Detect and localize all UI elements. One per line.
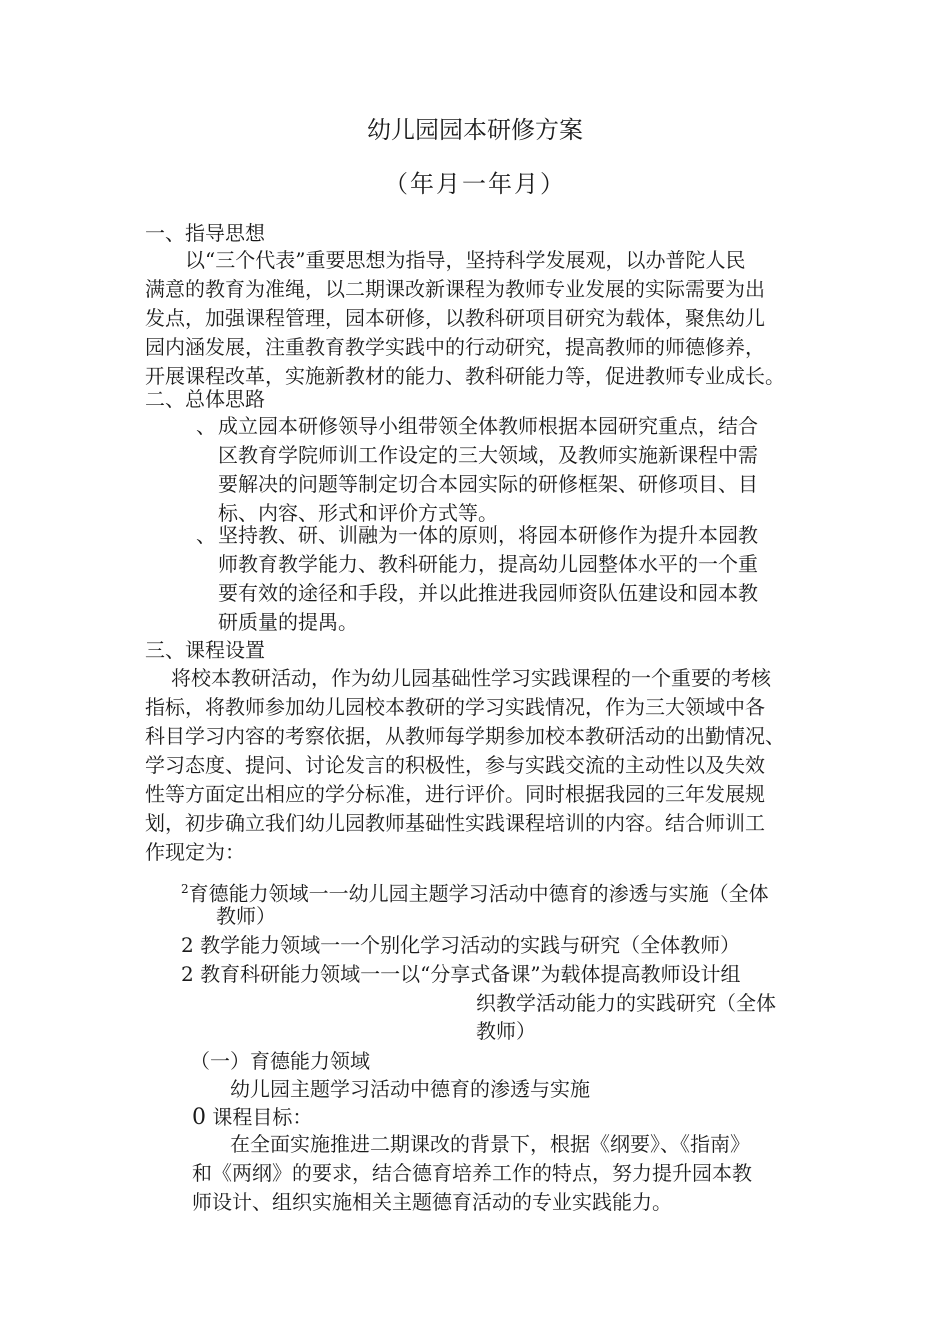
goal-paragraph: [192, 1130, 752, 1217]
section1-paragraph: [145, 246, 785, 391]
list-item-line: 坚持教、研、训融为一体的原则，将园本研修作为提升本园教: [218, 523, 758, 547]
paragraph-line: 将校本教研活动，作为幼儿园基础性学习实践课程的一个重要的考核: [171, 666, 771, 690]
paragraph-line: 性等方面定出相应的学分标准，进行评价。同时根据我园的三年发展规: [145, 782, 765, 806]
paragraph-line: 划，初步确立我们幼儿园教师基础性实践课程培训的内容。结合师训工: [145, 811, 765, 835]
paragraph-line: 发点，加强课程管理，园本研修，以教科研项目研究为载体，聚焦幼儿: [145, 306, 765, 330]
domain-item: [181, 932, 740, 958]
paragraph-line: 学习态度、提问、讨论发言的积极性，参与实践交流的主动性以及失效: [145, 753, 765, 777]
paragraph-line: 在全面实施推进二期课改的背景下，根据《纲要》、《指南》: [230, 1132, 750, 1156]
document-subtitle: （年月一年月）: [384, 170, 566, 198]
paragraph-line: 指标，将教师参加幼儿园校本教研的学习实践情况，作为三大领域中各: [145, 695, 765, 719]
domain-item-continuation: 教师）: [216, 904, 276, 928]
paragraph-line: 开展课程改革，实施新教材的能力、教科研能力等，促进教师专业成长。: [145, 364, 785, 388]
paragraph-line: 作现定为：: [145, 840, 245, 864]
domain-text: 教学能力领域一一个别化学习活动的实践与研究（全体教师）: [200, 933, 741, 957]
paragraph-line: 满意的教育为准绳，以二期课改新课程为教师专业发展的实际需要为出: [145, 277, 765, 301]
list-item-line: 标、内容、形式和评价方式等。: [218, 501, 498, 525]
domain-marker: 2: [181, 882, 189, 896]
document-title: 幼儿园园本研修方案: [367, 116, 583, 144]
list-item-line: 区教育学院师训工作设定的三大领域，及教师实施新课程中需: [218, 443, 758, 467]
list-item-line: 成立园本研修领导小组带领全体教师根据本园研究重点，结合: [218, 414, 758, 438]
domain-text: 育德能力领域一一幼儿园主题学习活动中德育的渗透与实施（全体: [188, 881, 769, 906]
list-item-line: 要解决的问题等制定切合本园实际的研修框架、研修项目、目: [218, 472, 758, 496]
domain-item-continuation: 织教学活动能力的实践研究（全体: [476, 991, 776, 1015]
section1-heading: 一、指导思想: [145, 221, 265, 245]
section3-paragraph: [145, 664, 785, 867]
list-item-line: 要有效的途径和手段，并以此推进我园师资队伍建设和园本教: [218, 581, 758, 605]
subsection-heading: （一）育德能力领域: [190, 1049, 370, 1073]
paragraph-line: 以“三个代表”重要思想为指导，坚持科学发展观，以办普陀人民: [185, 248, 746, 272]
list-bullet: 、: [196, 523, 216, 547]
list-bullet: 、: [196, 414, 216, 438]
domain-text: 教育科研能力领域一一以“分享式备课”为载体提高教师设计组: [200, 962, 741, 986]
subsection-topic: 幼儿园主题学习活动中德育的渗透与实施: [230, 1077, 590, 1101]
list-item-line: 研质量的提禺。: [218, 610, 358, 634]
domain-marker: 2: [181, 933, 194, 957]
paragraph-line: 科目学习内容的考察依据，从教师每学期参加校本教研活动的出勤情况、: [145, 724, 785, 748]
goal-label: 课程目标：: [212, 1105, 313, 1129]
paragraph-line: 师设计、组织实施相关主题德育活动的专业实践能力。: [192, 1190, 672, 1214]
domain-item-continuation: 教师）: [476, 1019, 536, 1043]
domain-item: [181, 961, 741, 987]
list-item-line: 师教育教学能力、教科研能力，提高幼儿园整体水平的一个重: [218, 552, 758, 576]
paragraph-line: 园内涵发展，注重教育教学实践中的行动研究，提高教师的师德修养，: [145, 335, 765, 359]
section3-heading: 三、课程设置: [145, 638, 265, 662]
domain-marker: 2: [181, 962, 194, 986]
section2-heading: 二、总体思路: [145, 387, 265, 411]
goal-label-line: [192, 1104, 312, 1131]
paragraph-line: 和《两纲》的要求，结合德育培养工作的特点，努力提升园本教: [192, 1161, 752, 1185]
goal-marker: 0: [192, 1105, 206, 1130]
